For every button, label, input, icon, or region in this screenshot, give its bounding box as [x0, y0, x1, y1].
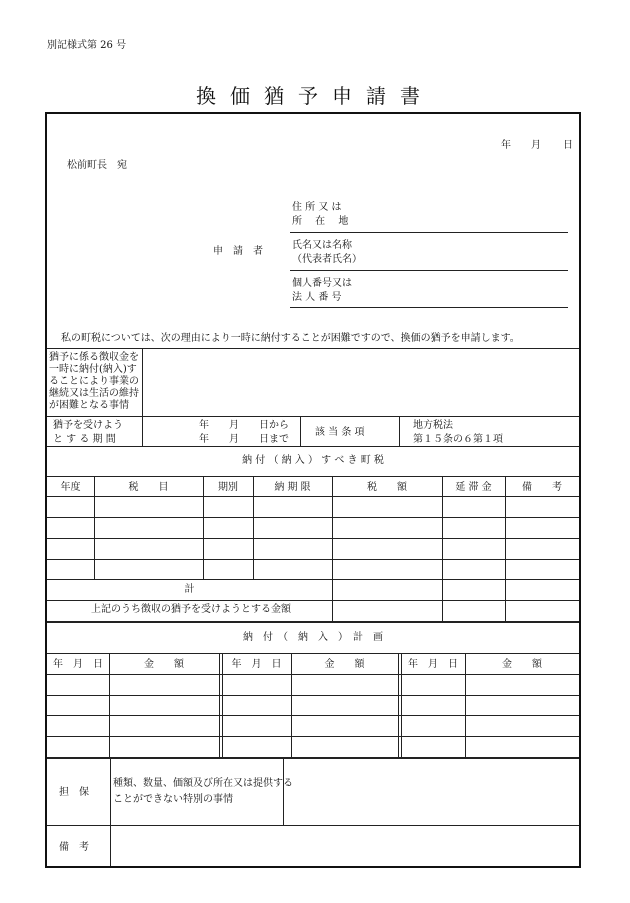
- header-period: 期別: [218, 482, 238, 493]
- table-row: [47, 517, 579, 518]
- divider: [219, 653, 220, 757]
- table-row: [47, 600, 579, 601]
- date-month-label: 月: [531, 140, 541, 151]
- name-label-1: 氏名又は名称: [292, 240, 352, 251]
- table-row: [47, 695, 579, 696]
- reason-label-3: ることにより事業の: [49, 376, 139, 387]
- table-row: [47, 538, 579, 539]
- divider: [399, 416, 400, 446]
- table-row: [47, 674, 579, 675]
- tax-section-title: 納 付 （ 納 入 ） す べ き 町 税: [242, 455, 384, 466]
- collateral-note-1: 種類、数量、価額及び所在又は提供する: [113, 778, 293, 789]
- header-remarks: 備 考: [522, 482, 562, 493]
- divider: [47, 446, 579, 447]
- period-to: 年 月 日まで: [199, 434, 289, 445]
- divider: [47, 476, 579, 477]
- period-label-2: と す る 期 間: [53, 434, 116, 445]
- header-fiscal-year: 年度: [60, 482, 81, 493]
- divider: [47, 653, 579, 654]
- application-form: [45, 112, 581, 868]
- divider: [300, 416, 301, 446]
- number-underline: [290, 307, 568, 308]
- plan-amount-header-2: 金 額: [324, 659, 365, 670]
- table-row: [47, 715, 579, 716]
- divider: [47, 825, 579, 826]
- divider: [47, 757, 579, 759]
- applicable-article-label: 該 当 条 項: [315, 427, 365, 438]
- address-underline: [290, 232, 568, 233]
- plan-amount-header-1: 金 額: [144, 659, 184, 670]
- reason-label-1: 猶予に係る徴収金を: [49, 352, 139, 363]
- deferral-amount-label: 上記のうち徴収の猶予を受けようとする金額: [91, 604, 291, 615]
- reason-label-2: 一時に納付(納入)す: [49, 364, 137, 375]
- divider: [283, 757, 284, 825]
- addressee: 松前町長 宛: [67, 160, 127, 171]
- table-row: [47, 579, 579, 580]
- name-underline: [290, 270, 568, 271]
- header-late-fee: 延 滞 金: [455, 482, 492, 493]
- total-label: 計: [184, 584, 195, 595]
- header-tax-amount: 税 額: [367, 482, 407, 493]
- date-day-label: 日: [563, 140, 573, 151]
- divider: [398, 653, 399, 757]
- divider: [47, 416, 579, 417]
- plan-date-header-2: 年 月 日: [231, 659, 282, 670]
- reason-label-5: が困難となる事情: [49, 400, 129, 411]
- header-tax-item: 税 目: [128, 482, 169, 493]
- divider: [142, 416, 143, 446]
- divider: [110, 757, 111, 866]
- divider: [142, 348, 143, 416]
- number-label-2: 法 人 番 号: [292, 292, 342, 303]
- header-due-date: 納 期 限: [274, 482, 311, 493]
- document-title: 換価猶予申請書: [196, 84, 434, 108]
- collateral-note-2: ことができない特別の事情: [113, 794, 233, 805]
- plan-section-title: 納 付 （ 納 入 ） 計 画: [243, 632, 383, 643]
- name-label-2: （代表者氏名）: [292, 254, 362, 265]
- table-row: [47, 736, 579, 737]
- date-year-label: 年: [501, 140, 511, 151]
- table-row: [47, 559, 579, 560]
- period-from: 年 月 日から: [199, 420, 289, 431]
- number-label-1: 個人番号又は: [292, 278, 352, 289]
- address-label-2: 所 在 地: [292, 216, 349, 227]
- collateral-label: 担 保: [59, 787, 89, 798]
- plan-amount-header-3: 金 額: [502, 659, 542, 670]
- divider: [47, 348, 579, 349]
- applicant-label: 申 請 者: [213, 246, 263, 257]
- form-number: 別記様式第 26 号: [47, 40, 127, 51]
- article-line-2: 第１５条の６第１項: [413, 434, 503, 445]
- period-label-1: 猶予を受けよう: [53, 420, 123, 431]
- table-row: [47, 496, 579, 497]
- plan-date-header-3: 年 月 日: [408, 659, 458, 670]
- reason-label-4: 継続又は生活の維持: [49, 388, 139, 399]
- plan-date-header-1: 年 月 日: [53, 659, 103, 670]
- article-line-1: 地方税法: [413, 420, 453, 431]
- address-label-1: 住 所 又 は: [292, 202, 342, 213]
- divider: [47, 621, 579, 623]
- remarks-label: 備 考: [59, 842, 89, 853]
- application-statement: 私の町税については、次の理由により一時に納付することが困難ですので、換価の猶予を申請します。: [61, 333, 520, 344]
